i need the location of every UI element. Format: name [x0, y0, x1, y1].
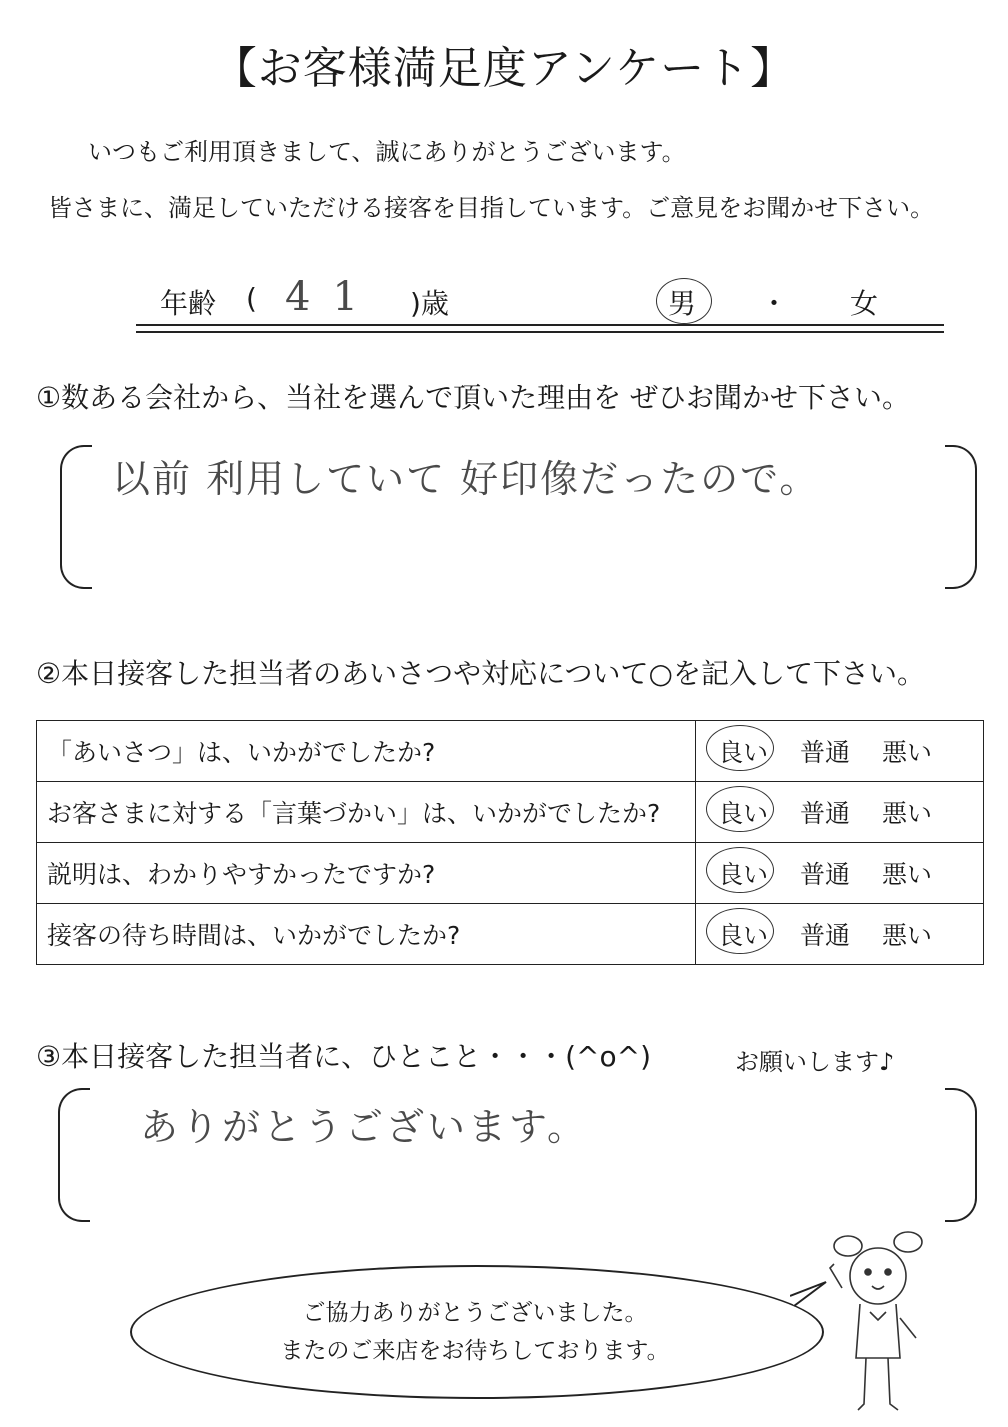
age-label: 年齢	[160, 287, 217, 320]
page-title: 【お客様満足度アンケート】	[212, 43, 796, 94]
closing-line-1: ご協力ありがとうございました。	[302, 1300, 648, 1326]
q3-heading: ③本日接客した担当者に、ひとこと・・・(^o^)	[36, 1040, 652, 1073]
q3-answer[interactable]: ありがとうございます。	[140, 1105, 588, 1149]
q3-bracket-left	[58, 1088, 90, 1222]
table-row	[37, 782, 984, 843]
rating-option-average[interactable]: 普通	[800, 921, 851, 950]
gender-female[interactable]: 女	[850, 287, 879, 320]
gender-circle-mark	[656, 278, 712, 324]
q3-bracket-right	[945, 1088, 977, 1222]
rating-option-good[interactable]: 良い	[718, 855, 768, 891]
table-row	[37, 721, 984, 782]
mascot-illustration	[820, 1228, 940, 1418]
rating-option-good[interactable]: 良い	[718, 916, 768, 952]
rating-table	[36, 720, 984, 965]
q1-heading: ①数ある会社から、当社を選んで頂いた理由を ぜひお聞かせ下さい。	[36, 381, 911, 414]
intro-line-2: 皆さまに、満足していただける接客を目指しています。ご意見をお聞かせ下さい。	[48, 194, 935, 222]
q3-request: お願いします♪	[735, 1048, 895, 1076]
closing-line-2: またのご来店をお待ちしております。	[280, 1338, 670, 1364]
rating-option-good[interactable]: 良い	[718, 733, 768, 769]
rating-option-average[interactable]: 普通	[800, 799, 851, 828]
demographics-underline-bottom	[136, 331, 944, 333]
rating-option-average[interactable]: 普通	[800, 738, 851, 767]
q1-bracket-left	[60, 445, 92, 589]
rating-options	[696, 721, 984, 782]
table-row	[37, 904, 984, 965]
gender-separator: ・	[760, 287, 789, 320]
age-value[interactable]: 41	[285, 274, 380, 320]
rating-question: 「あいさつ」は、いかがでしたか?	[37, 721, 696, 782]
rating-options	[696, 843, 984, 904]
rating-option-average[interactable]: 普通	[800, 860, 851, 889]
rating-option-bad[interactable]: 悪い	[882, 799, 933, 828]
gender-male[interactable]: 男	[668, 287, 697, 320]
rating-option-bad[interactable]: 悪い	[882, 738, 933, 767]
rating-option-bad[interactable]: 悪い	[882, 921, 933, 950]
age-close-paren: )歳	[410, 287, 449, 320]
rating-option-bad[interactable]: 悪い	[882, 860, 933, 889]
rating-options	[696, 782, 984, 843]
age-open-paren: (	[246, 282, 257, 315]
demographics-underline-top	[136, 324, 944, 326]
rating-question: 説明は、わかりやすかったですか?	[37, 843, 696, 904]
q1-bracket-right	[945, 445, 977, 589]
rating-option-good[interactable]: 良い	[718, 794, 768, 830]
rating-question: お客さまに対する「言葉づかい」は、いかがでしたか?	[37, 782, 696, 843]
table-row	[37, 843, 984, 904]
q2-heading: ②本日接客した担当者のあいさつや対応について○を記入して下さい。	[36, 657, 925, 690]
intro-line-1: いつもご利用頂きまして、誠にありがとうございます。	[88, 138, 686, 166]
rating-options	[696, 904, 984, 965]
q1-answer[interactable]: 以前 利用していて 好印像だったので。	[112, 457, 820, 501]
rating-question: 接客の待ち時間は、いかがでしたか?	[37, 904, 696, 965]
